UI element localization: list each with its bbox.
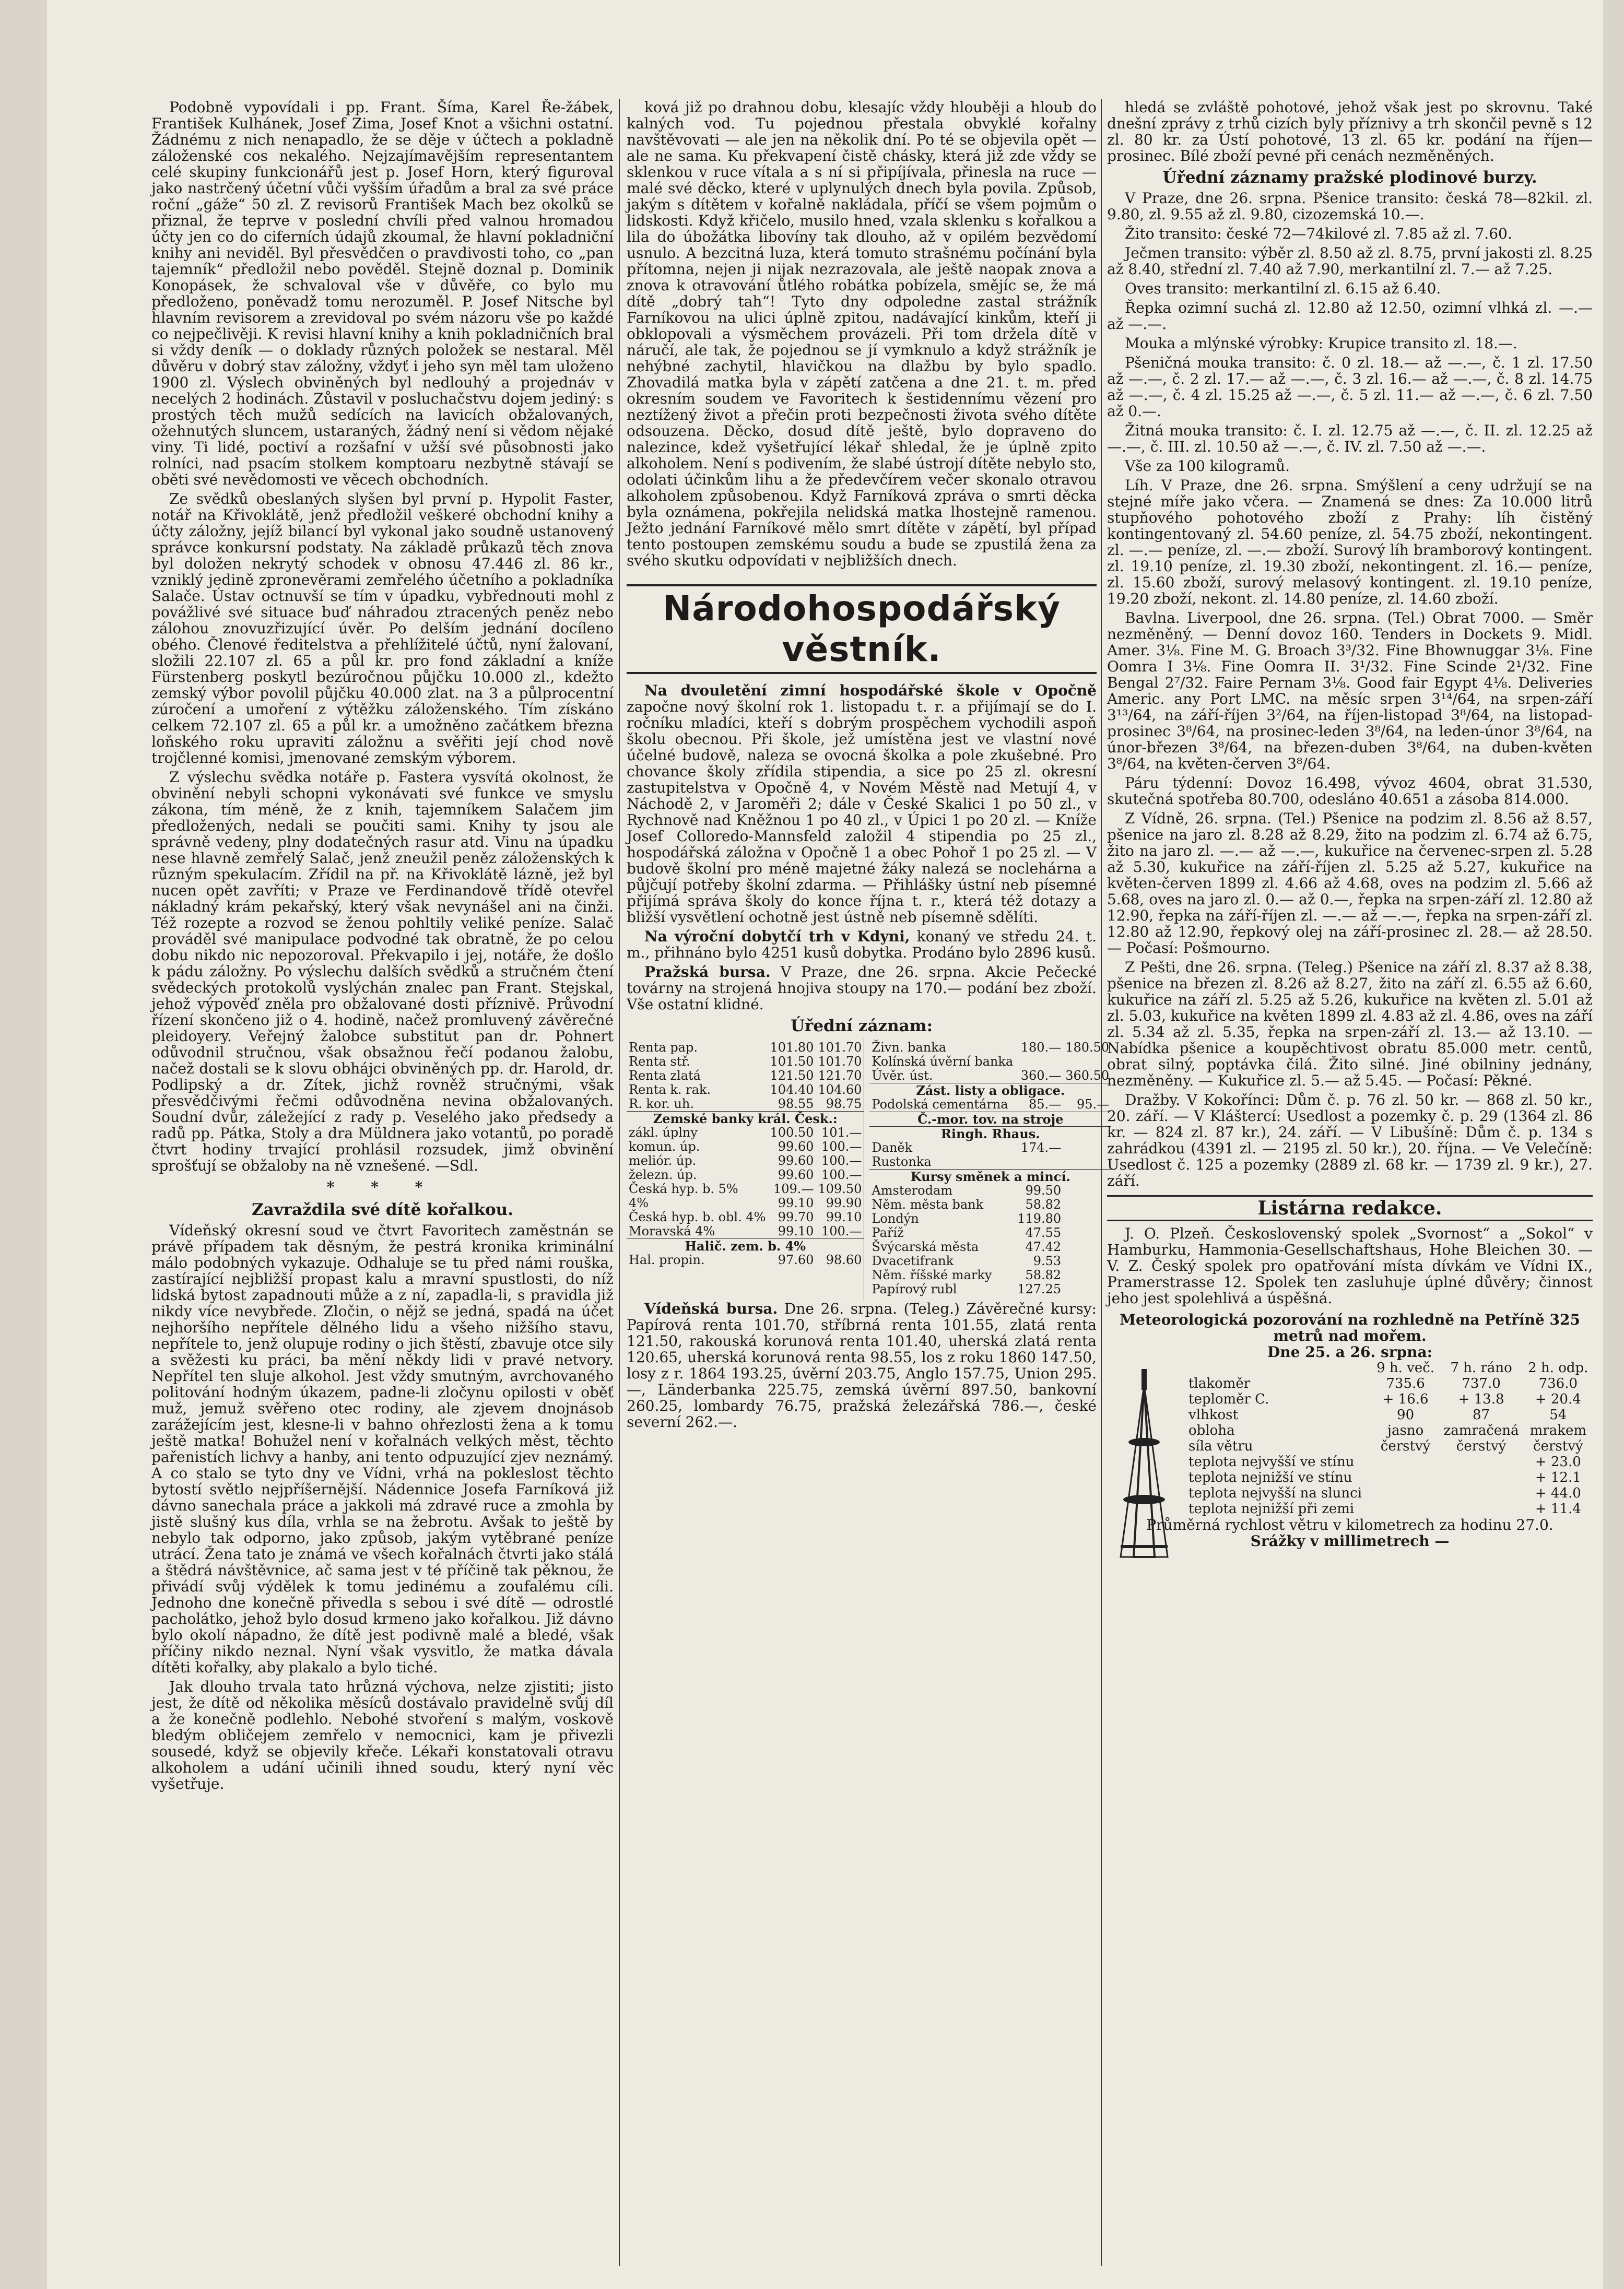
weather-report: [1107, 1312, 1593, 1549]
weather-value: [1372, 1501, 1439, 1517]
market-price: 180.50: [1065, 1040, 1110, 1055]
market-item: komun. úp.: [629, 1139, 700, 1154]
weather-label: tlakoměr: [1188, 1376, 1251, 1391]
market-price: [1063, 1282, 1111, 1296]
weather-value: čerstvý: [1380, 1438, 1431, 1454]
market-price: 99.10: [778, 1196, 814, 1210]
market-item: Česká hyp. b. 5%: [629, 1182, 738, 1196]
weather-value: 54: [1549, 1407, 1567, 1423]
market-price: 104.40: [770, 1082, 814, 1097]
econ-item-heading: Na výroční dobytčí trh v Kdyni,: [644, 928, 910, 945]
market-price: 101.—: [821, 1125, 862, 1140]
market-table-title: Úřední záznam:: [790, 1017, 933, 1035]
produce-report: Vše za 100 kilogramů.: [1125, 457, 1290, 475]
market-price: 99.60: [778, 1153, 814, 1168]
market-row: [627, 1182, 864, 1196]
rain-note: Srážky v millimetrech —: [1250, 1532, 1450, 1550]
market-price: 104.60: [818, 1082, 862, 1097]
market-table-left-grid: [627, 1041, 864, 1267]
market-row: [869, 1112, 1111, 1127]
market-item: Něm. říšské marky: [872, 1268, 992, 1282]
weather-label: síla větru: [1188, 1438, 1253, 1454]
market-row: [627, 1196, 864, 1210]
market-row: [627, 1239, 864, 1254]
article-paragraph: Vídeňský okresní soud ve čtvrt Favoritech zaměstnán se právě případem tak děsným, že pestrá kronika kriminální málo podobných vykazuje. Odhaluje se tu před námi rouška, zastírající nejbližší propast kalu a mravní spustlosti, do níž lidská bytost zapadnouti může a z ní, zapadla-li, s pravidla již nikdy více nevybřede. Zločin, o nějž se jedná, spadá na účet nejhoršího nepřítele dělného lidu a všeho nižšího stavu, nepřítele to, jenž olupuje rodiny o jich štěstí, zbavuje otce sily a svěžesti ku práci, ba mění někdy lidi v pravé netvory. Nepřítel ten sluje alkohol. Jest vždy smutným, avrchovaného politování hodným úkazem, padne-li zločynu opilosti v oběť muž, jemuž svěřeno otec rodiny, ale zjevem dnojnásob zarážejícím jest, klesne-li v bahno ohřezlosti žena a k tomu ještě matka! Bohužel není v kořalnách velkých měst, těchto pařenistích lichvy a hanby, ani tento odpuzující zjev neznámý. A co stalo se tyto dny ve Vídni, vrhá na pokleslost těchto bytostí světlo nejpříšernější. Nádennice Josefa Farníková již dávno sanechala práce a jakkoli má zdravé ruce a zmohla by jistě slušný kus díla, vrhla se na žebrotu. Avšak to ještě by nebylo tak odporno, jako způsob, jakým vytěbrané peníze utrácí. Žena tato je známá ve všech kořalnách čtvrti jako stálá a štědrá návštěvnice, ač sama jest v té příčině tak pěknou, že přivádí svůj výdělek k tomu jedinému a zoufalému cíli. Jednoho dne konečně přivedla s sebou i své dítě — odrostlé pacholátko, jehož bylo dosud krmeno jako kořalkou. Již dávno bylo okolí nápadno, že dítě jest podivně malé a bledé, však příčiny nikdo neznal. Nyní však vysvitlo, že matka dávala dítěti kořalky, aby plakalo a bylo tiché.: [151, 1222, 614, 1676]
weather-header-cell: 7 h. ráno: [1450, 1360, 1512, 1376]
article-heading: Zavraždila své dítě kořalkou.: [252, 1200, 513, 1219]
market-price: 47.42: [1025, 1240, 1062, 1254]
weather-value: [1439, 1485, 1524, 1501]
market-row: [869, 1155, 1111, 1170]
market-item: Renta pap.: [629, 1040, 698, 1055]
market-row: [627, 1140, 864, 1154]
market-intro: hledá se zvláště pohotové, jehož však jest po skrovnu. Také dnešní zprávy z trhů cizích byly příznivy a trh skončil pevně s 12 zl. 80 kr. za Ústí pohotové, 13 zl. 65 kr. podání na říjen—prosinec. Bílé zboží pevné při cenách nezměněných.: [1107, 99, 1593, 164]
weather-label: teplota nejvyšší ve stínu: [1188, 1454, 1355, 1470]
econ-item: [627, 682, 1097, 925]
market-item: 4%: [629, 1196, 649, 1210]
article-paragraph: Jak dlouho trvala tato hrůzná výchova, nelze zjistiti; jisto jest, že dítě od několika měsíců dostávalo pravidelně svůj díl a že konečně podlehlo. Nebohé stvoření s malým, voskově bledým obličejem zemřelo v nemocnici, kam je přivezli sousedé, když se objevily křeče. Lékaři konstatovali otravu alkoholem a udání učinili ihned soudu, který nyní věc vyšetřuje.: [151, 1678, 614, 1792]
market-row: [869, 1127, 1111, 1141]
court-report-paragraph: Z výslechu svědka notáře p. Fastera vysvítá okolnost, že obvinění nebyli schopni vykonávati své funkce ve smyslu zákona, tím méně, že z knih, tajemníkem Salačem jim předložených, nedali se poučiti sami. Knihy ty jsou ale správně vedeny, plny dodatečných rasur atd. Vinu na úpadku nese hlavně zemřelý Salač, jenž zneužil peněz záloženských k různým spekulacím. Zřídil na př. na Křivoklátě lázně, jež byl nucen opět zavříti; v Praze ve Ferdinandově třídě otevřel nákladný krám pekařský, který však nevynášel ani na činži. Též rozepte a rozvod se ženou pohltily veliké peníze. Salač prováděl své manipulace podvodné tak obratně, že po celou dobu nikdo nic nepozoroval. Překvapilo i jej, notáře, že došlo k pádu záložny. Po výslechu dalších svědků a stručném čtení svědeckých protokolů vyslýchán znalec pan Frant. Stejskal, jehož výpověď zněla pro obžalované dosti příznivě. Průvodní řízení skončeno již o 4. hodině, načež promluvený závěrečné pleidoyery. Veřejný žalobce substitut pan dr. Pohnert odůvodnil stručnou, však obsažnou řečí podanou žalobu, načež dostali se k slovu obhájci obviněných pp. dr. Harold, dr. Podlipský a dr. Zítek, jichž rovněž stručnými, však přesvědčivými řečmi odůvodněna nevina obžalovaných. Soudní dvůr, záležející z rady p. Veselého jako předsedy a radů pp. Pátka, Stoly a dra Müldnera jako votantů, po poradě čtvrt hodiny trvající prohlásil rozsudek, jimž obvinění sprošťují se obžaloby na ně vznešené. —Sdl.: [151, 769, 614, 1174]
econ-item: [627, 1301, 1097, 1430]
weather-value: [1439, 1501, 1524, 1517]
produce-reports: [1107, 190, 1593, 1089]
weather-value: + 23.0: [1535, 1454, 1581, 1470]
weather-value: 735.6: [1386, 1376, 1425, 1391]
market-row: [869, 1141, 1111, 1155]
market-price: 99.90: [826, 1196, 862, 1210]
market-item: Švýcarská města: [872, 1240, 979, 1254]
market-item: Renta stř.: [629, 1054, 690, 1069]
market-item: Paříž: [872, 1225, 904, 1240]
market-price: [1063, 1240, 1111, 1254]
market-item: Kolínská úvěrní banka: [872, 1054, 1014, 1069]
market-subheading: Halič. zem. b. 4%: [627, 1239, 864, 1254]
market-price: 121.50: [770, 1068, 814, 1083]
weather-value: [1372, 1454, 1439, 1470]
column-rule-1: [619, 99, 620, 2266]
market-row: [869, 1041, 1111, 1055]
market-subheading: Ringh. Rhaus.: [869, 1127, 1111, 1141]
market-price: [1063, 1155, 1111, 1170]
market-row: [869, 1212, 1111, 1226]
market-row: [869, 1083, 1111, 1098]
weather-value: 90: [1397, 1407, 1415, 1423]
market-row: [869, 1184, 1111, 1198]
produce-report: Žitná mouka transito: č. I. zl. 12.75 až —.—, č. II. zl. 12.25 až —.—, č. III. zl. 10.50 až —.—, č. IV. zl. 7.50 až —.—.: [1107, 422, 1593, 455]
weather-label: teplota nejnižší ve stínu: [1188, 1470, 1352, 1485]
market-table-left: [627, 1039, 864, 1301]
market-price: 100.—: [821, 1224, 862, 1238]
market-price: 180.—: [1020, 1040, 1062, 1055]
market-subheading: Kursy směnek a mincí.: [869, 1170, 1111, 1184]
econ-item-text: konaný ve středu 24. t. m., přihnáno bylo 4251 kusů dobytka. Prodáno bylo 2896 kusů.: [627, 928, 1097, 961]
market-row: [627, 1168, 864, 1182]
market-row: [869, 1240, 1111, 1254]
market-row: [869, 1055, 1111, 1069]
market-price: 100.—: [821, 1167, 862, 1182]
court-report-paragraph: Podobně vypovídali i pp. Frant. Šíma, Karel Ře-žábek, František Kulhánek, Josef Zima, Josef Knot a všichni ostatní. Žádnému z nich nenapadlo, že se děje v účtech a pokladně záloženské cos nekalého. Nejzajímavějším representantem celé skupiny funkcionářů jest p. Josef Horn, který figuroval jako nastrčený účetní vůči vyšším úřadům a bral za své práce roční „gáže“ 50 zl. Z revisorů František Mach bez okolků se přiznal, že teprve v poslední chvíli před valnou hromadou účty jen co do ciferních údajů zkoumal, že hlavní pokladniční knihy ani neviděl. Byl přesvědčen o pravdivosti toho, co „pan tajemník“ předložil nebo pověděl. Stejně doznal p. Dominik Konopásek, že schvaloval vše v důvěře, co bylo mu předloženo, poněvadž tomu nerozuměl. P. Josef Nitsche byl hlavním revisorem a zrevidoval po svém názoru vše po každé co nejpečlivěji. K revisi hlavní knihy a knih pokladničních bral si vždy deník — o doklady různých položek se nestaral. Měl důvěru v dobrý stav záložny, vždyť i jeho syn měl tam uloženo 1900 zl. Výslech obviněných byl nedlouhý a projednáv v necelých 2 hodinách. Zůstavil v posluchačstvu dojem jediný: s prostých těch mužů sedících na lavicích obžalovaných, ožehnutých sluncem, ustaraných, žádný není si vědom nějaké viny. Ti lidé, poctiví a rozšafní v užší své působnosti jako rolníci, nad psacím stolkem komptoaru nezbytně stávají se oběti své nevědomosti ve věcech obchodních.: [151, 99, 614, 488]
weather-value: + 44.0: [1535, 1485, 1581, 1501]
weather-value: zamračená: [1443, 1423, 1519, 1438]
market-price: 100.—: [821, 1153, 862, 1168]
column-2: [627, 99, 1110, 2261]
weather-value: + 13.8: [1458, 1391, 1504, 1407]
weather-label: teplota nejvyšší na slunci: [1188, 1485, 1362, 1501]
produce-report: Žito transito: české 72—74kilové zl. 7.85 až zl. 7.60.: [1125, 225, 1512, 242]
weather-label: teplota nejnižší při zemi: [1188, 1501, 1355, 1517]
section-separator: * * *: [326, 1178, 439, 1196]
produce-report: Oves transito: merkantilní zl. 6.15 až 6.40.: [1125, 280, 1441, 297]
market-price: [1063, 1212, 1111, 1226]
weather-value: + 20.4: [1535, 1391, 1581, 1407]
market-price: 47.55: [1025, 1225, 1062, 1240]
econ-item-heading: Vídeňská bursa.: [644, 1300, 778, 1317]
produce-heading: Úřední záznamy pražské plodinové burzy.: [1162, 168, 1537, 187]
market-item: Daněk: [872, 1140, 913, 1155]
weather-value: + 12.1: [1535, 1470, 1581, 1485]
market-price: [1015, 1055, 1063, 1069]
weather-title: Meteorologická pozorování na rozhledně na Petříně 325 metrů nad mořem.: [1120, 1311, 1580, 1344]
market-row: [869, 1282, 1111, 1296]
market-item: Amsterodam: [872, 1183, 953, 1198]
econ-item-heading: Pražská bursa.: [644, 963, 771, 981]
market-item: meliór. úp.: [629, 1153, 697, 1168]
market-price: 99.10: [826, 1210, 862, 1224]
market-item: Renta zlatá: [629, 1068, 701, 1083]
market-row: [869, 1226, 1111, 1240]
weather-header-cell: 2 h. odp.: [1528, 1360, 1588, 1376]
market-price: 99.60: [778, 1139, 814, 1154]
scan-margin-left: [0, 0, 47, 2289]
market-price: [1063, 1268, 1111, 1282]
weather-header-cell: [1185, 1360, 1372, 1376]
market-price: 109.50: [818, 1182, 862, 1196]
section-banner: Národohospodářský věstník.: [627, 584, 1097, 674]
market-price: 360.50: [1065, 1068, 1110, 1083]
weather-table: [1185, 1360, 1593, 1517]
market-price: 9.53: [1033, 1254, 1062, 1268]
produce-report: Líh. V Praze, dne 26. srpna. Smýšlení a ceny udržují se na stejné míře jako včera. — Znamená se dnes: Za 10.000 litrů stupňového pohotového zboží z Prahy: líh čistěný kontingentovaný zl. 54.60 peníze, zl. 54.75 zboží, nekontingent. zl. —.— peníze, zl. —.— zboží. Surový líh bramborový kontingent. zl. 19.10 peníze, zl. 19.30 zboží, nekontingent. zl. 16.— peníze, zl. 15.60 zboží, surový melasový kontingent. zl. 19.10 peníze, 19.20 zboží, nekont. zl. 14.80 peníze, zl. 14.60 zboží.: [1107, 477, 1593, 607]
market-item: Hal. propin.: [629, 1253, 705, 1267]
weather-date: Dne 25. a 26. srpna:: [1267, 1343, 1432, 1361]
market-item: Renta k. rak.: [629, 1082, 711, 1097]
market-price: [1063, 1184, 1111, 1198]
weather-value: 736.0: [1538, 1376, 1578, 1391]
market-price: 101.70: [818, 1040, 862, 1055]
produce-report: Pšeničná mouka transito: č. 0 zl. 18.— až —.—, č. 1 zl. 17.50 až —.—, č. 2 zl. 17.— až —.—, č. 3 zl. 16.— až —.—, č. 8 zl. 14.75 až —.—, č. 4 zl. 15.25 až —.—, č. 5 zl. 11.— až —.—, č. 6 zl. 7.50 až 0.—.: [1107, 354, 1593, 420]
market-item: Úvěr. úst.: [872, 1068, 933, 1083]
market-price: 95.—: [1077, 1097, 1110, 1112]
market-price: 99.10: [778, 1224, 814, 1238]
produce-report: Ječmen transito: výběr zl. 8.50 až zl. 8.75, první jakosti zl. 8.25 až 8.40, střední zl. 7.40 až 7.90, merkantilní zl. 7.— až 7.25.: [1107, 244, 1593, 278]
weather-label: vlhkost: [1188, 1407, 1238, 1423]
produce-report: V Praze, dne 26. srpna. Pšenice transito: česká 78—82kil. zl. 9.80, zl. 9.55 až zl. 9.80, cizozemská 10.—.: [1107, 190, 1593, 223]
weather-value: jasno: [1387, 1423, 1424, 1438]
market-row: [869, 1254, 1111, 1268]
weather-header-cell: 9 h. več.: [1376, 1360, 1435, 1376]
editor-letters-heading: Listárna redakce.: [1107, 1195, 1593, 1221]
market-item: Podolská cementárna: [872, 1097, 1008, 1112]
market-price: [1063, 1254, 1111, 1268]
market-subheading: Zemské banky král. Česk.:: [627, 1112, 864, 1126]
market-price: 119.80: [1017, 1211, 1062, 1226]
market-price: [1015, 1155, 1063, 1170]
market-price: 127.25: [1017, 1282, 1062, 1296]
market-row: [627, 1055, 864, 1069]
produce-report: Mouka a mlýnské výrobky: Krupice transito zl. 18.—.: [1125, 335, 1517, 352]
market-row: [869, 1170, 1111, 1184]
market-subheading: Č.-mor. tov. na stroje: [869, 1112, 1111, 1127]
market-row: [869, 1198, 1111, 1212]
market-price: 98.75: [826, 1096, 862, 1111]
market-item: Rustonka: [872, 1154, 932, 1169]
market-subheading: Zást. listy a obligace.: [869, 1083, 1111, 1098]
produce-report: Z Pešti, dne 26. srpna. (Teleg.) Pšenice na září zl. 8.37 až 8.38, pšenice na březen zl. 8.26 až 8.27, žito na září zl. 6.55 až 6.60, kukuřice na září zl. 5.25 až 5.26, kukuřice na květen zl. 5.01 až zl. 5.03, kukuřice na květen 1899 zl. 4.83 až zl. 4.86, oves na září zl. 5.34 až zl. 5.35, řepka na srpen-září zl. 13.— až 13.10. — Nabídka pšenice a koupěchtivost obratu 85.000 metr. centů, obrat silný, poptávka čilá. Žito silné. Jiné obilniny jednány, nezměněny. — Kukuřice zl. 5.— až 5.45. — Počasí: Pěkné.: [1107, 959, 1593, 1089]
weather-value: [1439, 1454, 1524, 1470]
market-price: 100.50: [770, 1125, 814, 1140]
market-price: 97.60: [778, 1253, 814, 1267]
weather-value: [1439, 1470, 1524, 1485]
market-price: [1063, 1055, 1111, 1069]
market-price: 174.—: [1020, 1140, 1062, 1155]
wind-note: Průměrná rychlost větru v kilometrech za hodinu 27.0.: [1146, 1516, 1554, 1533]
court-report-paragraph: Ze svědků obeslaných slyšen byl první p. Hypolit Faster, notář na Křivoklátě, jenž předložil veškeré obchodní knihy a účty záložny, jejíž bilancí byl vykonal jako soudně ustanovený správce konkursní podstaty. Na základě průkazů těch znova byl doložen nekrytý schodek v obnosu 47.446 zl. 86 kr., vzniklý jedině zpronevěrami zemřelého účetního a pokladníka Salače. Ústav octnuvší se tím v úpadku, vybřednouti mohl z povážlivé své situace buď náhradou ztracených peněz nebo zálohou znovuzřizující úvěr. Po delším jednání docíleno obého. Členové ředitelstva a přehlížitelé účtů, nyní žalovaní, složili 22.107 zl. 65 a půl kr. pro fond základní a kníže Fürstenberg poskytl bezúročnou půjčku 10.000 zl., kdežto zemský výbor povolil půjčku 40.000 zlat. na 3 a půlprocentní zúročení a umoření z výtěžku záloženského. Tím získáno celkem 72.107 zl. 65 a půl kr. a umožněno začátkem března loňského roku upraviti záložnu a svěřiti její chod nově trojčlenné komisi, jmenované zemským výborem.: [151, 490, 614, 766]
market-table-right: [869, 1039, 1111, 1301]
market-item: železn. úp.: [629, 1167, 697, 1182]
market-price: 100.—: [821, 1139, 862, 1154]
market-row: [627, 1126, 864, 1140]
market-price: [1063, 1141, 1111, 1155]
weather-label: teploměr C.: [1188, 1391, 1269, 1407]
market-price: 101.70: [818, 1054, 862, 1069]
market-price: 58.82: [1025, 1268, 1062, 1282]
column-3: [1107, 99, 1593, 2261]
produce-report: Páru týdenní: Dovoz 16.498, vývoz 4604, obrat 31.530, skutečná spotřeba 80.700, odesláno 40.651 a zásoba 814.000.: [1107, 774, 1593, 808]
produce-report: Z Vídně, 26. srpna. (Tel.) Pšenice na podzim zl. 8.56 až 8.57, pšenice na jaro zl. 8.28 až 8.29, žito na podzim zl. 6.74 až 6.75, žito na jaro zl. —.— až —.—, kukuřice na červenec-srpen zl. 5.28 až 5.30, kukuřice na září-říjen zl. 5.25 až 5.27, kukuřice na květen-červen 1899 zl. 4.66 až 4.68, oves na podzim zl. 5.66 až 5.68, oves na jaro zl. 0.— až 0.—, řepka na srpen-září zl. 12.80 až 12.90, řepka na září-říjen zl. —.— až —.—, řepka na srpen-září zl. 12.80 až 12.90, řepkový olej na září-prosinec zl. 28.— až 28.50. — Počasí: Pošmourno.: [1107, 810, 1593, 957]
market-row: [627, 1083, 864, 1097]
market-table-right-grid: [869, 1041, 1111, 1296]
market-price: 98.60: [826, 1253, 862, 1267]
econ-item: [627, 928, 1097, 961]
weather-value: [1372, 1470, 1439, 1485]
econ-item-text: započne nový školní rok 1. listopadu t. r. a přijímají se do I. ročníku mladíci, kteří s dobrým prospěchem vychodili aspoň školu obecnou. Při škole, jež umístěna jest ve vlastní nové účelné budově, naleza se ovocná školka a pole zkušebné. Pro chovance školy zřídila stipendia, a sice po 25 zl. okresní zastupitelstva v Opočně 4, v Novém Městě nad Metují 4, v Náchodě 2, v Jaroměři 2; dále v České Skalici 1 po 50 zl., v Rychnově nad Kněžnou 1 po 40 zl., v Úpici 1 po 20 zl. — Kníže Josef Colloredo-Mannsfeld založil 4 stipendia po 25 zl., hospodářská záložna v Opočně 1 a obec Pohoř 1 po 25 zl. — V budově školní pro méně majetné žáky nalezá se noclehárna a půjčují potřeby školní zdarma. — Přihlášky ústní neb písemné přijímá správa školy do konce října t. r., která též dotazy a bližší vysvětlení ochotně jest ústně neb písemně sdělíti.: [627, 698, 1097, 926]
econ-item-text: Dne 26. srpna. (Teleg.) Závěrečné kursy: Papírová renta 101.70, stříbrná renta 101.55, zlatá renta 121.50, rakouská korunová renta 101.40, uherská zlatá renta 120.65, uherská korunová renta 98.55, los z roku 1860 147.50, losy z r. 1864 193.25, úvěrní 203.75, Anglo 157.75, Union 295.—, Länderbanka 225.75, zemská úvěrní 897.50, bankovní 260.25, lombardy 76.75, pražská železářská 786.—, české severní 262.—.: [627, 1300, 1097, 1431]
market-item: Dvacetifrank: [872, 1254, 954, 1268]
market-row: [627, 1210, 864, 1224]
market-row: [627, 1253, 864, 1267]
market-item: R. kor. uh.: [629, 1096, 694, 1111]
petrin-tower-icon: [1110, 1369, 1178, 1557]
market-price: 99.50: [1025, 1183, 1062, 1198]
weather-value: 737.0: [1462, 1376, 1501, 1391]
scan-margin-right: [1603, 0, 1624, 2289]
editor-letters-text: J. O. Plzeň. Československý spolek „Svornost“ a „Sokol“ v Hamburku, Hammonia-Gesellschaftshaus, Hohe Bleichen 30. — V. Z. Český spolek pro opatřování místa dívkám ve Vídni IX., Pramerstrasse 12. Spolek ten zasluhuje úplné důvěry; činnost jeho jest spolehlivá a úspěšná.: [1107, 1225, 1593, 1307]
econ-item-heading: Na dvouletění zimní hospodářské škole v Opočně: [644, 682, 1097, 699]
market-price: 109.—: [773, 1182, 814, 1196]
market-row: [627, 1097, 864, 1112]
weather-label: obloha: [1188, 1423, 1235, 1438]
market-row: [627, 1112, 864, 1126]
weather-value: 87: [1473, 1407, 1490, 1423]
produce-report: Bavlna. Liverpool, dne 26. srpna. (Tel.) Obrat 7000. — Směr nezměněný. — Denní dovoz 160. Tenders in Dockets 9. Midl. Amer. 3⅛. Fine M. G. Broach 3³/32. Fine Bhownuggar 3⅛. Fine Oomra I 3⅛. Fine Oomra II. 3¹/32. Fine Scinde 2¹/32. Fine Bengal 2⁷/32. Faire Pernam 3⅛. Good fair Egypt 4⅛. Deliveries Americ. any Port LMC. na měsíc srpen 3¹⁴/64, na srpen-září 3¹³/64, na září-říjen 3²/64, na říjen-listopad 3⁸/64, na listopad-prosinec 3⁸/64, na prosinec-leden 3⁸/64, na leden-únor 3⁸/64, na únor-březen 3⁸/64, na březen-duben 3⁸/64, na duben-květen 3⁸/64, na květen-červen 3⁸/64.: [1107, 609, 1593, 772]
market-price: 99.60: [778, 1167, 814, 1182]
market-row: [869, 1098, 1111, 1112]
market-price: 360.—: [1020, 1068, 1062, 1083]
weather-value: + 16.6: [1382, 1391, 1429, 1407]
market-row: [627, 1154, 864, 1168]
weather-value: čerstvý: [1456, 1438, 1507, 1454]
market-price: [1063, 1226, 1111, 1240]
weather-value: čerstvý: [1533, 1438, 1583, 1454]
market-item: zákl. úplny: [629, 1125, 698, 1140]
market-item: Moravská 4%: [629, 1224, 715, 1238]
market-row: [627, 1041, 864, 1055]
market-item: Londýn: [872, 1211, 919, 1226]
article-continuation: ková již po drahnou dobu, klesajíc vždy hlouběji a hloub do kalných vod. Tu pojednou přestala obvyklé kořalny navštěvovati — ale jen na několik dní. Po té se objevila opět — ale ne sama. Ku překvapení čistě chásky, která již zde vždy se sklenkou v ruce vítala a s ní si připíjívala, přinesla na ruce — malé své děcko, které v uplynulých dnech byla povila. Způsob, jakým s dítětem v kořalně nakládala, příčí se všem pojmům o lidskosti. Když křičelo, musilo hned, vzala sklenku s kořalkou a lila do úbožátka libovíny tak dlouho, až v opilém bezvědomí usnulo. A bezcitná luza, která tomuto strašnému počínání byla přítomna, nejen ji nijak nezrazovala, ale ještě naopak znova a znova k otravování ůtlého robátka pobízela, smějíc se, že má dítě „dobrý tah“! Tyto dny odpoledne zastal strážník Farníkovou na ulici úplně zpitou, nadávající kinkům, kteří ji obklopovali a výsměchem provázeli. Při tom držela dítě v náručí, ale tak, že pojednou se jí vymknulo a když strážník je nehýbné zachytil, hlavičkou na dlažbu by bylo spadlo. Zhovadilá matka byla v zápětí zatčena a dne 21. t. m. před okresním soudem ve Favoritech k šestidennímu vězení pro neztížený život a přečin proti bezpečnosti života svého dítěte odsouzena. Děcko, dosud dítě ještě, bylo dopraveno do nalezince, kdež vyšetřující lékař shledal, že je úplně zpito alkoholem. Není s podivením, že slabé ústrojí dítěte nebylo sto, odolati účinkům lihu a že předevčírem večer skonalo otravou alkoholem způsobenou. Když Farníková zpráva o smrti děcka byla oznámena, pokřejila nelidská matka lhostejně ramenou. Ježto jednání Farníkové mělo smrt dítěte v zápětí, byl případ tento postoupen zemskému soudu a bude se zpustilá žena za svého skutku odpovídati v nejbližších dnech.: [627, 99, 1097, 569]
market-row: [627, 1069, 864, 1083]
weather-value: mrakem: [1529, 1423, 1587, 1438]
market-price: 85.—: [1029, 1097, 1062, 1112]
market-price: 101.80: [770, 1040, 814, 1055]
market-price: [1063, 1198, 1111, 1212]
market-table: [627, 1039, 1110, 1301]
market-row: [869, 1268, 1111, 1282]
auctions-notice: Dražby. V Kokořínci: Dům č. p. 76 zl. 50 kr. — 868 zl. 50 kr., 20. září. — V Kláštercí: Usedlost a pozemky č. p. 29 (1364 zl. 86 kr. — 824 zl. 87 kr.), 24. září. — V Libušíně: Dům č. p. 134 s zahrádkou (4391 zl. — 2195 zl. 50 kr.), 20. října. — Ve Velečíně: Usedlost č. 125 a pozemky (2889 zl. 68 kr. — 1739 zl. 9 kr.), 27. září.: [1107, 1091, 1593, 1189]
market-price: 121.70: [818, 1068, 862, 1083]
econ-item-text: V Praze, dne 26. srpna. Akcie Pečecké továrny na strojená hnojiva stoupy na 170.— podání bez zboží. Vše ostatní klidné.: [627, 963, 1097, 1013]
market-row: [869, 1069, 1111, 1083]
market-price: 98.55: [778, 1096, 814, 1111]
market-price: 58.82: [1025, 1197, 1062, 1212]
weather-value: + 11.4: [1535, 1501, 1581, 1517]
market-item: Něm. města bank: [872, 1197, 984, 1212]
column-1: [151, 99, 614, 2261]
market-price: 99.70: [778, 1210, 814, 1224]
market-item: Papírový rubl: [872, 1282, 957, 1296]
produce-report: Řepka ozimní suchá zl. 12.80 až 12.50, ozimní vlhká zl. —.— až —.—.: [1107, 299, 1593, 333]
market-price: 101.50: [770, 1054, 814, 1069]
weather-value: [1372, 1485, 1439, 1501]
market-item: Česká hyp. b. obl. 4%: [629, 1210, 766, 1224]
econ-item: [627, 964, 1097, 1012]
market-row: [627, 1224, 864, 1239]
market-item: Živn. banka: [872, 1040, 947, 1055]
